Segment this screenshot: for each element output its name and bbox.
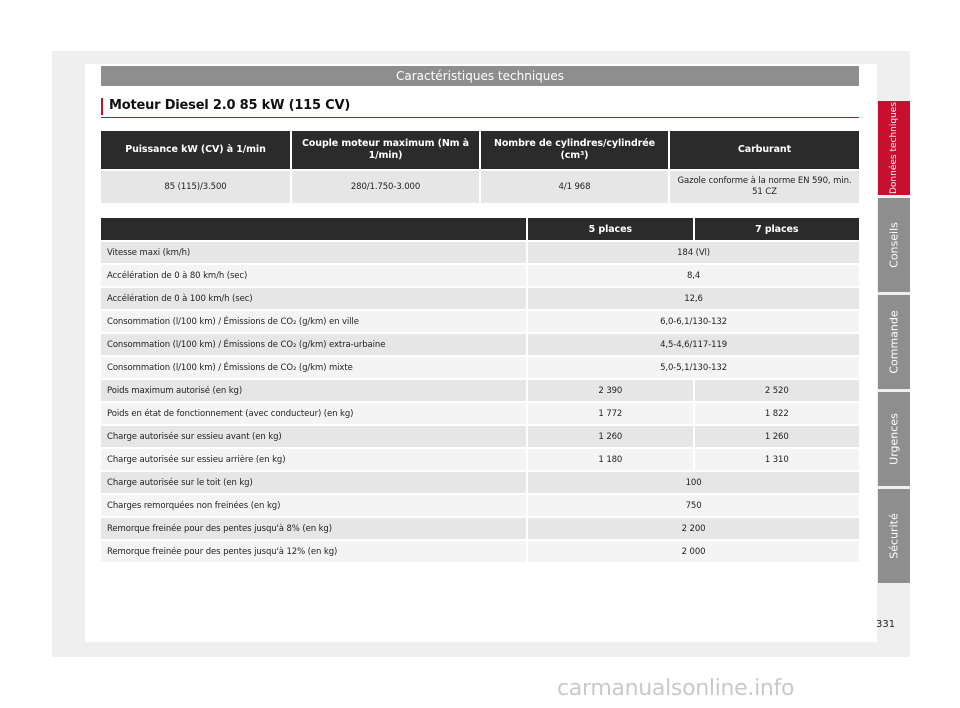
watermark: carmanualsonline.info xyxy=(557,676,795,701)
spec-value-5-places: 1 180 xyxy=(528,449,692,470)
spec-label: Remorque freinée pour des pentes jusqu'à 12% (en kg) xyxy=(101,541,526,562)
spec-value: 12,6 xyxy=(528,288,859,309)
tab-securite[interactable] xyxy=(878,489,910,583)
tab-label: Sécurité xyxy=(887,513,901,559)
spec-value: 2 000 xyxy=(528,541,859,562)
engine-cell-fuel: Gazole conforme à la norme EN 590, min. 51 CZ xyxy=(670,171,859,203)
table-row xyxy=(101,472,859,493)
tab-conseils[interactable] xyxy=(878,198,910,292)
spec-label: Poids maximum autorisé (en kg) xyxy=(101,380,526,401)
spec-value: 5,0-5,1/130-132 xyxy=(528,357,859,378)
table-row xyxy=(101,311,859,332)
table-row xyxy=(101,495,859,516)
spec-label: Vitesse maxi (km/h) xyxy=(101,242,526,263)
spec-value: 6,0-6,1/130-132 xyxy=(528,311,859,332)
specs-table-body xyxy=(101,242,859,562)
engine-cell-power: 85 (115)/3.500 xyxy=(101,171,290,203)
engine-cell-torque: 280/1.750-3.000 xyxy=(292,171,479,203)
title-divider xyxy=(101,117,859,118)
tab-label: Données techniques xyxy=(889,101,899,195)
engine-header-power: Puissance kW (CV) à 1/min xyxy=(101,131,290,169)
spec-value-7-places: 2 520 xyxy=(695,380,859,401)
specs-header-blank xyxy=(101,218,526,240)
tab-label: Commande xyxy=(887,310,901,374)
spec-value: 4,5-4,6/117-119 xyxy=(528,334,859,355)
spec-label: Charges remorquées non freinées (en kg) xyxy=(101,495,526,516)
table-row xyxy=(101,449,859,470)
engine-table xyxy=(99,129,861,205)
spec-value-7-places: 1 822 xyxy=(695,403,859,424)
table-row xyxy=(101,265,859,286)
engine-table-row xyxy=(101,171,859,203)
table-row xyxy=(101,242,859,263)
tab-label: Conseils xyxy=(887,222,901,268)
tab-urgences[interactable] xyxy=(878,392,910,486)
table-row xyxy=(101,518,859,539)
tab-commande[interactable] xyxy=(878,295,910,389)
specs-table-header-row xyxy=(101,218,859,240)
spec-value: 8,4 xyxy=(528,265,859,286)
engine-header-torque: Couple moteur maximum (Nm à 1/min) xyxy=(292,131,479,169)
tab-donnees-techniques[interactable] xyxy=(878,101,910,195)
spec-value-5-places: 1 260 xyxy=(528,426,692,447)
tab-label: Urgences xyxy=(887,413,901,465)
spec-label: Remorque freinée pour des pentes jusqu'à 8% (en kg) xyxy=(101,518,526,539)
engine-cell-cylinders: 4/1 968 xyxy=(481,171,668,203)
page-number: 331 xyxy=(876,619,896,630)
specs-header-7-places: 7 places xyxy=(695,218,859,240)
engine-header-cylinders: Nombre de cylindres/cylindrée (cm³) xyxy=(481,131,668,169)
spec-value: 184 (Vl) xyxy=(528,242,859,263)
spec-label: Charge autorisée sur essieu arrière (en kg) xyxy=(101,449,526,470)
spec-value-5-places: 1 772 xyxy=(528,403,692,424)
spec-label: Accélération de 0 à 80 km/h (sec) xyxy=(101,265,526,286)
spec-value-7-places: 1 310 xyxy=(695,449,859,470)
chapter-header: Caractéristiques techniques xyxy=(101,66,859,86)
title-accent-bar xyxy=(101,98,103,115)
engine-header-fuel: Carburant xyxy=(670,131,859,169)
table-row xyxy=(101,426,859,447)
table-row xyxy=(101,541,859,562)
specs-table xyxy=(99,216,861,564)
specs-header-5-places: 5 places xyxy=(528,218,692,240)
spec-value: 2 200 xyxy=(528,518,859,539)
table-row xyxy=(101,403,859,424)
spec-label: Consommation (l/100 km) / Émissions de CO₂ (g/km) extra-urbaine xyxy=(101,334,526,355)
spec-value: 750 xyxy=(528,495,859,516)
table-row xyxy=(101,334,859,355)
spec-label: Charge autorisée sur le toit (en kg) xyxy=(101,472,526,493)
section-title: Moteur Diesel 2.0 85 kW (115 CV) xyxy=(109,98,351,113)
spec-value: 100 xyxy=(528,472,859,493)
table-row xyxy=(101,357,859,378)
spec-label: Consommation (l/100 km) / Émissions de CO₂ (g/km) en ville xyxy=(101,311,526,332)
table-row xyxy=(101,288,859,309)
spec-label: Accélération de 0 à 100 km/h (sec) xyxy=(101,288,526,309)
spec-value-7-places: 1 260 xyxy=(695,426,859,447)
engine-table-header-row xyxy=(101,131,859,169)
spec-value-5-places: 2 390 xyxy=(528,380,692,401)
spec-label: Charge autorisée sur essieu avant (en kg) xyxy=(101,426,526,447)
spec-label: Poids en état de fonctionnement (avec conducteur) (en kg) xyxy=(101,403,526,424)
spec-label: Consommation (l/100 km) / Émissions de CO₂ (g/km) mixte xyxy=(101,357,526,378)
table-row xyxy=(101,380,859,401)
